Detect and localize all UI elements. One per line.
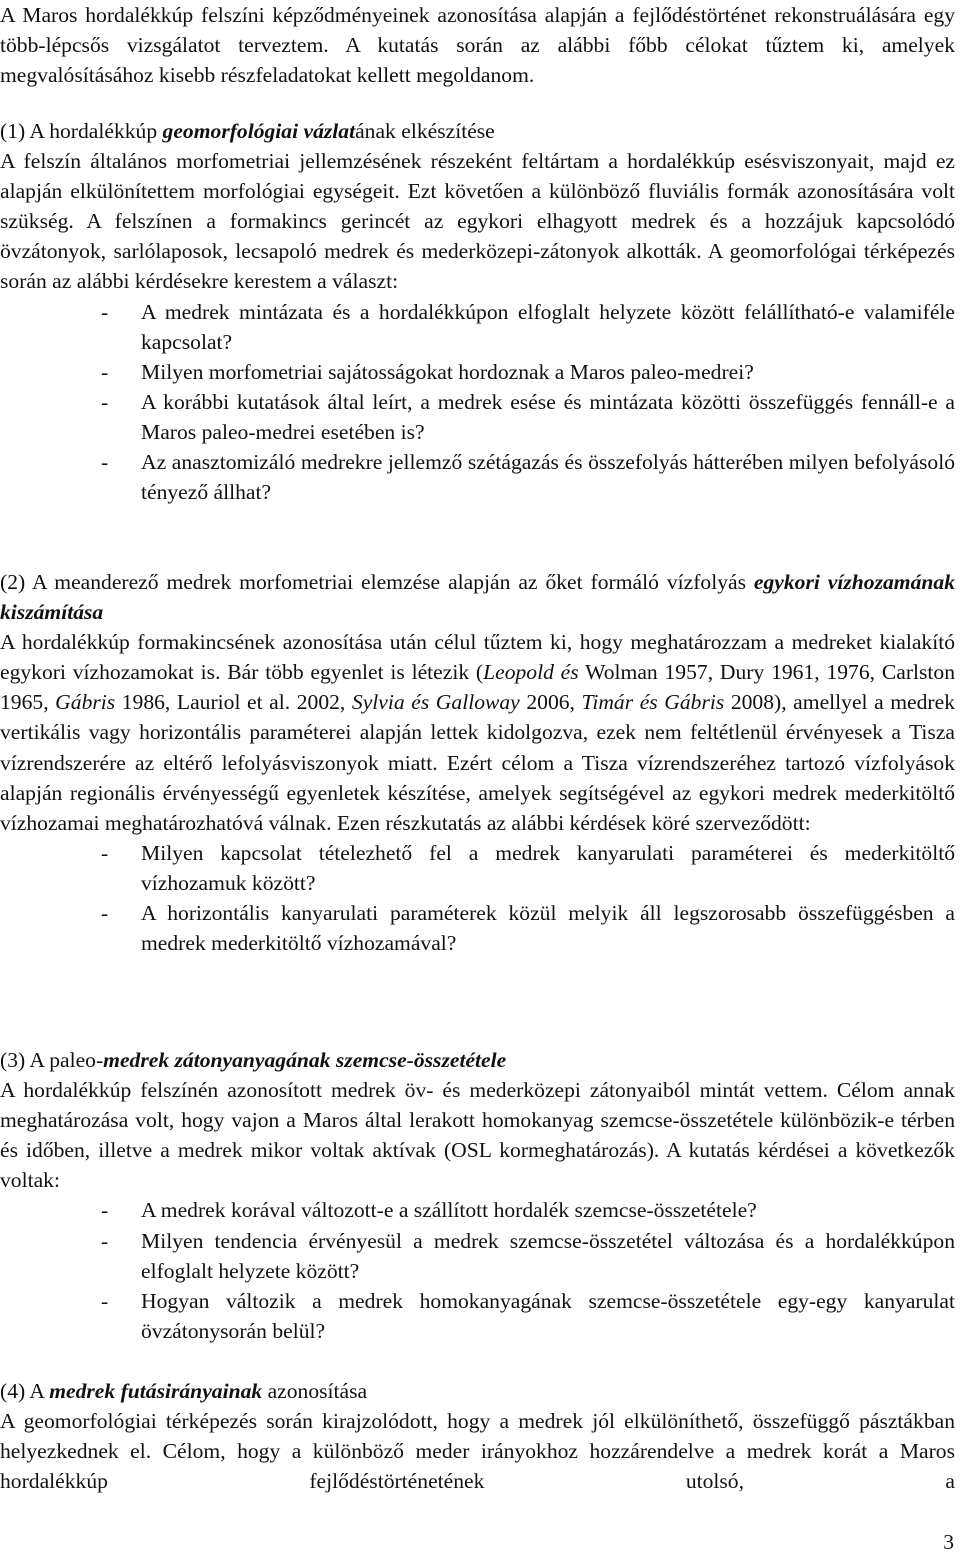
intro-paragraph <box>0 0 955 90</box>
section-1-questions <box>0 297 955 508</box>
section-3-emphasis: medrek zátonyanyagának szemcse-összetétele <box>103 1048 507 1072</box>
section-3-body: A hordalékkúp felszínén azonosított medrek öv- és mederközepi zátonyaiból mintát vettem. Célom annak meghatározása volt, hogy vajon a Maros által lerakott homokanyag szemcse-összetétele különbözik-e térben és időben, illetve a medrek mikor voltak aktívak (OSL kormeghatározás). A kutatás kérdései a következők voltak: <box>0 1078 955 1193</box>
section-3-questions <box>0 1195 955 1345</box>
list-item: - A horizontális kanyarulati paraméterek közül melyik áll legszorosabb összefüggésben a medrek mederkitöltő vízhozamával? <box>101 901 955 956</box>
section-1 <box>0 116 955 507</box>
list-item: - Hogyan változik a medrek homokanyagának szemcse-összetétele egy-egy kanyarulat övzátonysorán belül? <box>101 1288 955 1343</box>
section-4-body: A geomorfológiai térképezés során kirajzolódott, hogy a medrek jól elkülöníthető, összefüggő pásztákban helyezkednek el. Célom, hogy a különböző meder irányokhoz hozzárendelve a medrek korát a Maros hordalékkúp fejlődéstörténetének utolsó, a <box>0 1409 955 1494</box>
section-3 <box>0 1045 955 1346</box>
list-item: - Milyen morfometriai sajátosságokat hordoznak a Maros paleo-medrei? <box>101 359 754 384</box>
section-2-heading: (2) A meanderező medrek morfometriai elemzése alapján az őket formáló vízfolyás egykori vízhozamának kiszámítása <box>0 570 956 625</box>
section-1-heading: (1) A hordalékkúp geomorfológiai vázlatának elkészítése <box>0 119 495 143</box>
list-item: - A korábbi kutatások által leírt, a medrek esése és mintázata közötti összefüggés fennáll-e a Maros paleo-medrei esetében is? <box>101 389 955 444</box>
section-1-number: (1) <box>0 119 26 143</box>
list-item: - A medrek korával változott-e a szállított hordalék szemcse-összetétele? <box>101 1198 757 1223</box>
section-2 <box>0 567 955 958</box>
list-item: - Milyen tendencia érvényesül a medrek szemcse-összetétel változása és a hordalékkúpon elfoglalt helyzete között? <box>101 1228 955 1283</box>
page-number: 3 <box>943 1530 954 1554</box>
section-3-number: (3) <box>0 1048 26 1072</box>
section-2-number: (2) <box>0 570 26 594</box>
section-4-heading: (4) A medrek futásirányainak azonosítása <box>0 1379 368 1403</box>
list-item: - Az anasztomizáló medrekre jellemző szétágazás és összefolyás hátterében milyen befolyásoló tényező állhat? <box>101 450 955 505</box>
section-4-emphasis: medrek futásirányainak <box>49 1379 263 1403</box>
list-item: - A medrek mintázata és a hordalékkúpon elfoglalt helyzete között felállítható-e valamiféle kapcsolat? <box>101 299 955 354</box>
section-4-number: (4) <box>0 1379 26 1403</box>
section-3-heading: (3) A paleo-medrek zátonyanyagának szemcse-összetétele <box>0 1048 507 1072</box>
section-2-emphasis: egykori vízhozamának kiszámítása <box>0 570 956 625</box>
section-2-body: A hordalékkúp formakincsének azonosítása után célul tűztem ki, hogy meghatározzam a medreket kialakító egykori vízhozamokat is. Bár több egyenlet is létezik (Leopold és Wolman 1957, Dury 1961, 1976, Carlston 1965, Gábris 1986, Lauriol et al. 2002, Sylvia és Galloway 2006, Timár és Gábris 2008), amellyel a medrek vertikális vagy horizontális paraméterei alapján lettek kidolgozva, ezek nem feltétlenül érvényesek a Tisza vízrendszerére az eltérő lefolyásviszonyok miatt. Ezért célom a Tisza vízrendszeréhez tartozó vízfolyások alapján regionális érvényességű egyenletek készítése, amelyek segítségével az egykori medrek mederkitöltő vízhozamai meghatározhatóvá válnak. Ezen részkutatás az alábbi kérdések köré szerveződött: <box>0 630 956 835</box>
section-4 <box>0 1376 955 1496</box>
section-1-emphasis: geomorfológiai vázlat <box>162 119 356 143</box>
section-1-body: A felszín általános morfometriai jellemzésének részeként feltártam a hordalékkúp esésviszonyait, majd ez alapján elkülönítettem morfológiai egységeit. Ezt követően a különböző fluviális formák azonosítására volt szükség. A felszínen a formakincs gerincét az egykori elhagyott medrek és a hozzájuk kapcsolódó övzátonyok, sarlólaposok, lecsapoló medrek és mederközepi-zátonyok alkották. A geomorfológai térképezés során az alábbi kérdésekre kerestem a választ: <box>0 149 955 294</box>
section-2-questions <box>0 838 955 958</box>
intro-text: A Maros hordalékkúp felszíni képződményeinek azonosítása alapján a fejlődéstörténet rekonstruálására egy több-lépcsős vizsgálatot terveztem. A kutatás során az alábbi főbb célokat tűztem ki, amelyek megvalósításához kisebb részfeladatokat kellett megoldanom. <box>0 3 955 88</box>
list-item: - Milyen kapcsolat tételezhető fel a medrek kanyarulati paraméterei és mederkitöltő vízhozamuk között? <box>101 840 955 895</box>
